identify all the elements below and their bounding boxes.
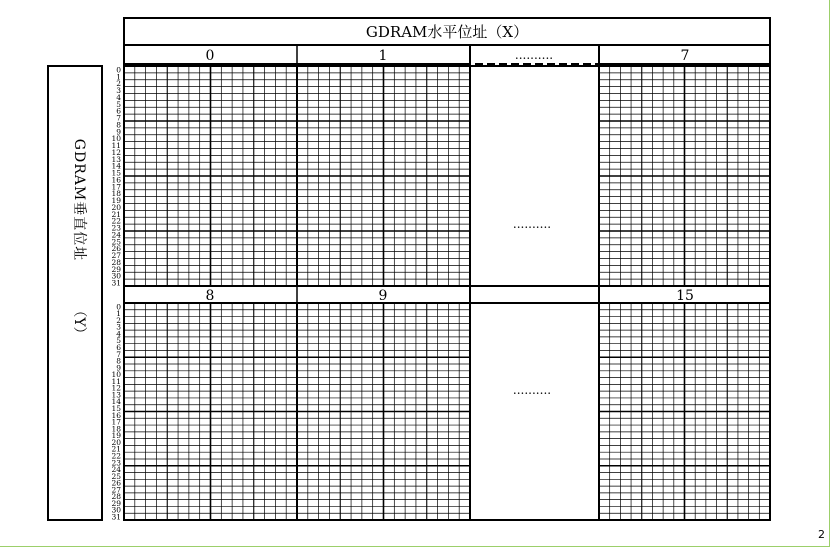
row-number-top-29: 29 [111, 264, 121, 274]
row-number-bottom-3: 3 [116, 322, 121, 332]
row-number-bottom-10: 10 [111, 370, 121, 380]
row-number-bottom-1: 1 [116, 309, 121, 319]
row-number-top-20: 20 [111, 202, 121, 212]
row-number-top-10: 10 [111, 134, 121, 144]
row-number-top-7: 7 [116, 113, 121, 123]
grid-col-1 [297, 66, 470, 286]
row-number-bottom-9: 9 [116, 363, 121, 373]
row-number-bottom-31: 31 [111, 512, 121, 522]
row-number-bottom-11: 11 [111, 376, 121, 386]
row-number-bottom-26: 26 [111, 478, 121, 488]
row-number-top-0: 0 [116, 65, 121, 75]
row-number-bottom-18: 18 [111, 424, 121, 434]
row-number-bottom-13: 13 [111, 390, 121, 400]
row-number-top-1: 1 [116, 72, 121, 82]
bottom-column-headers [124, 286, 770, 304]
row-number-bottom-5: 5 [116, 336, 121, 346]
row-number-bottom-30: 30 [111, 505, 121, 515]
grid-col-15 [599, 303, 770, 520]
row-number-bottom-24: 24 [111, 465, 121, 475]
vertical-label-axis: （Y） [71, 303, 87, 341]
row-number-bottom-6: 6 [116, 342, 121, 352]
row-number-top-11: 11 [111, 141, 121, 150]
row-number-top-16: 16 [111, 175, 121, 185]
row-number-bottom-2: 2 [116, 315, 121, 325]
row-number-top-21: 21 [111, 209, 121, 219]
grid-col-8 [124, 303, 297, 520]
vertical-label-box [48, 66, 102, 520]
row-number-top-13: 13 [111, 154, 121, 164]
row-number-top-3: 3 [116, 86, 121, 95]
row-number-bottom-12: 12 [111, 383, 121, 393]
row-number-bottom-4: 4 [116, 329, 121, 339]
page-number: 2 [818, 528, 825, 541]
row-number-bottom-25: 25 [111, 471, 121, 481]
row-number-top-6: 6 [116, 106, 121, 116]
row-number-bottom-8: 8 [116, 356, 121, 366]
header-title: GDRAM水平位址（X） [365, 23, 529, 41]
column-label-15: 15 [676, 288, 694, 304]
column-label-7: 7 [680, 48, 690, 64]
row-number-top-4: 4 [116, 92, 121, 102]
gap-ellipsis-top: .......... [512, 217, 552, 231]
row-number-bottom-23: 23 [111, 458, 121, 468]
row-number-top-28: 28 [111, 257, 121, 267]
row-number-top-5: 5 [116, 99, 121, 109]
row-number-bottom-17: 17 [111, 417, 121, 427]
row-number-bottom-21: 21 [111, 444, 121, 454]
row-number-top-2: 2 [116, 79, 121, 89]
row-numbers-top [111, 65, 121, 287]
column-label-9: 9 [378, 288, 388, 304]
column-label-1: 1 [378, 48, 388, 64]
row-number-bottom-7: 7 [116, 349, 121, 359]
row-number-top-26: 26 [111, 244, 121, 254]
grid-col-9 [297, 303, 470, 520]
row-number-bottom-27: 27 [111, 485, 121, 495]
gap-ellipsis-bottom: .......... [512, 383, 552, 397]
row-number-bottom-15: 15 [111, 404, 121, 413]
row-numbers-bottom [111, 302, 121, 521]
grid-col-0 [124, 66, 297, 286]
row-number-top-19: 19 [111, 196, 121, 205]
row-number-bottom-0: 0 [116, 302, 121, 312]
row-number-top-18: 18 [111, 189, 121, 199]
row-number-top-23: 23 [111, 223, 121, 233]
row-number-bottom-14: 14 [111, 397, 121, 407]
row-number-top-17: 17 [111, 182, 121, 192]
row-number-bottom-20: 20 [111, 437, 121, 447]
row-number-top-14: 14 [111, 161, 121, 171]
grid-col-7 [599, 66, 770, 286]
top-column-headers [124, 45, 770, 64]
row-number-bottom-19: 19 [111, 431, 121, 441]
row-number-top-25: 25 [111, 237, 121, 247]
row-number-top-15: 15 [111, 168, 121, 178]
row-number-top-12: 12 [111, 147, 121, 157]
row-number-top-8: 8 [116, 120, 121, 130]
row-number-bottom-28: 28 [111, 492, 121, 502]
row-number-top-30: 30 [111, 271, 121, 281]
vertical-label-main: GDRAM垂直位址 [71, 138, 87, 262]
row-number-bottom-29: 29 [111, 498, 121, 508]
row-number-top-27: 27 [111, 251, 121, 260]
row-number-top-9: 9 [116, 127, 121, 137]
row-number-bottom-16: 16 [111, 410, 121, 420]
column-label-gap: .......... [514, 48, 554, 62]
row-number-top-31: 31 [111, 278, 121, 288]
row-number-top-22: 22 [111, 216, 121, 226]
row-number-top-24: 24 [111, 230, 121, 240]
column-label-8: 8 [205, 288, 215, 304]
column-label-0: 0 [205, 48, 215, 64]
row-number-bottom-22: 22 [111, 451, 121, 461]
